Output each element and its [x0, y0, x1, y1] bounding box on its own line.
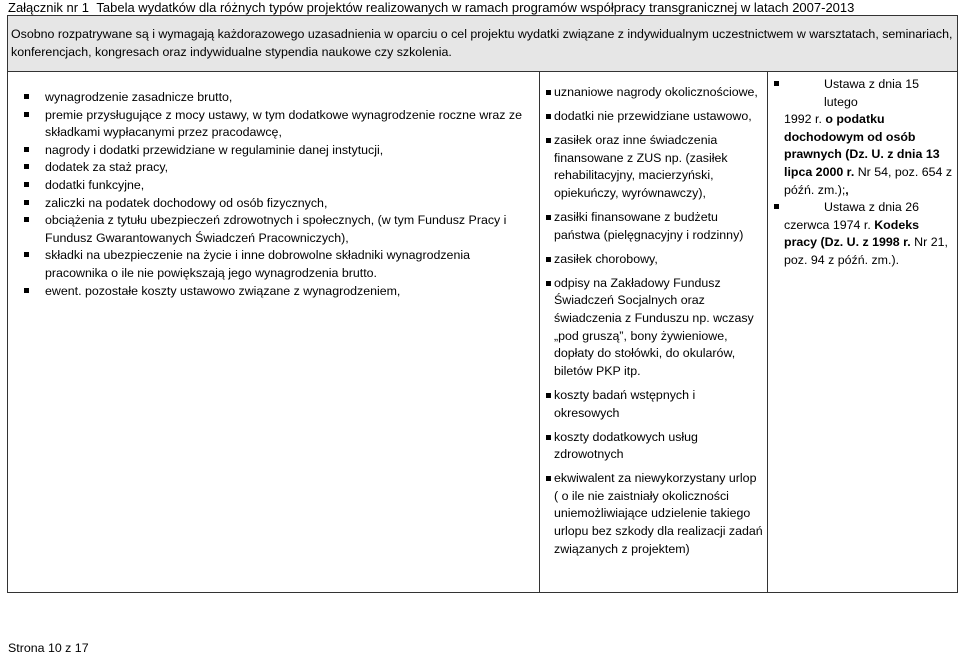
bullet-icon	[774, 204, 779, 209]
legal-basis-list	[774, 76, 955, 270]
list-item: koszty badań wstępnych i okresowych	[546, 387, 763, 422]
bullet-icon	[546, 90, 551, 95]
bullet-icon	[546, 476, 551, 481]
list-item: zaliczki na podatek dochodowy od osób fizycznych,	[24, 195, 531, 213]
act-title: Ustawa z dnia 15 lutego	[824, 77, 920, 109]
intro-row: Osobno rozpatrywane są i wymagają każdorazowego uzasadnienia w oparciu o cel projektu wydatki związane z indywidualnym uczestnictwem w warsztatach, seminariach, konferencjach, kongresach oraz indywidualne stypendia naukowe czy szkolenia.	[8, 16, 957, 72]
bullet-icon	[24, 164, 29, 169]
expenses-table	[7, 15, 958, 593]
attachment-label: Załącznik nr 1	[8, 0, 89, 15]
table-title: Tabela wydatków dla różnych typów projektów realizowanych w ramach programów współpracy transgranicznej w latach 2007-2013	[96, 0, 855, 15]
list-item: dodatki funkcyjne,	[24, 177, 531, 195]
list-item: ewent. pozostałe koszty ustawowo związane z wynagrodzeniem,	[24, 283, 531, 301]
act-title: Ustawa z dnia 26	[824, 200, 920, 215]
list-item: zasiłek chorobowy,	[546, 251, 763, 269]
list-item: ekwiwalent za niewykorzystany urlop ( o ile nie zaistniały okoliczności uniemożliwiające udzielenie takiego urlopu bez szkody dla realizacji zadań związanych z projektem)	[546, 470, 763, 558]
bullet-icon	[24, 147, 29, 152]
list-item: uznaniowe nagrody okolicznościowe,	[546, 84, 763, 102]
ineligible-list	[546, 84, 763, 558]
list-item: zasiłek oraz inne świadczenia finansowane z ZUS np. (zasiłek rehabilitacyjny, macierzyński, opiekuńczy, wyrównawczy),	[546, 132, 763, 202]
bullet-icon	[546, 257, 551, 262]
column-eligible-salary	[8, 72, 540, 592]
bullet-icon	[546, 138, 551, 143]
list-item: nagrody i dodatki przewidziane w regulaminie danej instytucji,	[24, 142, 531, 160]
bullet-icon	[24, 288, 29, 293]
list-item: dodatki nie przewidziane ustawowo,	[546, 108, 763, 126]
list-item: składki na ubezpieczenie na życie i inne dobrowolne składniki wynagrodzenia pracownika o ile nie powiększają jego wynagrodzenia brutto.	[24, 247, 531, 282]
bullet-icon	[24, 252, 29, 257]
list-item: Ustawa z dnia 26 czerwca 1974 r. Kodeks pracy (Dz. U. z 1998 r. Nr 21, poz. 94 z późń. zm.).	[774, 199, 955, 269]
column-ineligible-costs	[540, 72, 768, 592]
bullet-icon	[24, 94, 29, 99]
bullet-icon	[24, 112, 29, 117]
bullet-icon	[24, 200, 29, 205]
salary-list	[24, 89, 531, 300]
list-item: koszty dodatkowych usług zdrowotnych	[546, 429, 763, 464]
bullet-icon	[24, 217, 29, 222]
page-header	[8, 0, 958, 16]
bullet-icon	[546, 114, 551, 119]
bullet-icon	[774, 81, 779, 86]
bullet-icon	[546, 281, 551, 286]
bullet-icon	[546, 435, 551, 440]
list-item: dodatek za staż pracy,	[24, 159, 531, 177]
column-legal-basis	[768, 72, 959, 592]
bullet-icon	[546, 393, 551, 398]
bullet-icon	[24, 182, 29, 187]
list-item: premie przysługujące z mocy ustawy, w tym dodatkowe wynagrodzenie roczne wraz ze składkami wypłacanymi przez pracodawcę,	[24, 107, 531, 142]
list-item: Ustawa z dnia 15 lutego 1992 r. o podatku dochodowym od osób prawnych (Dz. U. z dnia 13 lipca 2000 r. Nr 54, poz. 654 z późń. zm.);,	[774, 76, 955, 199]
list-item: obciążenia z tytułu ubezpieczeń zdrowotnych i społecznych, (w tym Fundusz Pracy i Fundusz Gwarantowanych Świadczeń Pracowniczych),	[24, 212, 531, 247]
list-item: wynagrodzenie zasadnicze brutto,	[24, 89, 531, 107]
list-item: odpisy na Zakładowy Fundusz Świadczeń Socjalnych oraz świadczenia z Funduszu np. wczasy „pod gruszą”, bony żywieniowe, dopłaty do stołówki, do okularów, biletów PKP itp.	[546, 275, 763, 381]
list-item: zasiłki finansowane z budżetu państwa (pielęgnacyjny i rodzinny)	[546, 209, 763, 244]
page-number: Strona 10 z 17	[8, 641, 89, 655]
bullet-icon	[546, 215, 551, 220]
